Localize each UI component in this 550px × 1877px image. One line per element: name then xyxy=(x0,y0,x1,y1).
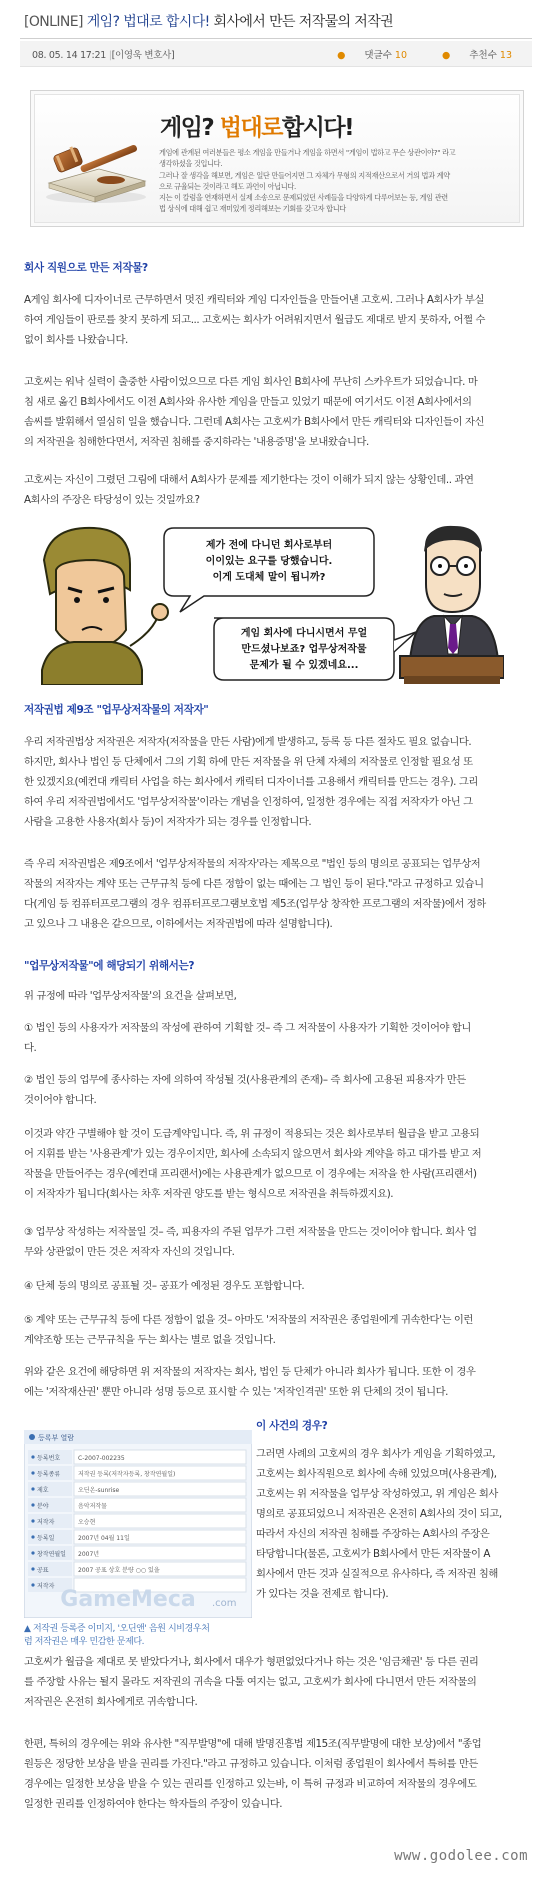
site-footer[interactable]: www.godolee.com xyxy=(394,1848,528,1864)
regfig-header: 등록부 열람 xyxy=(38,1434,75,1442)
reg-value: 음악저작물 xyxy=(78,1503,107,1510)
reg-value-cell xyxy=(74,1514,246,1528)
text-line: 한 있겠지요(예컨대 캐릭터 사업을 하는 회사에서 캐릭터 디자이너를 고용해서 캐릭터를 만드는 경우). 그리 xyxy=(24,776,478,788)
section-heading-1: 회사 직원으로 만든 저작물? xyxy=(24,262,148,274)
article-title xyxy=(24,8,530,36)
text-line: 침 새로 옮긴 B회사에서도 이전 A회사와 유사한 게임을 만들고 있었기 때문에 여기서도 이전 A회사에서의 xyxy=(24,396,472,408)
text-line: 고호씨는 워낙 실력이 출중한 사람이었으므로 다른 게임 회사인 B회사에 무난히 스카우트가 되었습니다. 마 xyxy=(24,376,478,388)
paragraph xyxy=(24,986,236,1006)
banner-intro-text xyxy=(159,147,511,215)
text-line: 하여 게임들이 판로를 찾지 못하게 되고... 고호씨는 회사가 어려워지면서 월급도 제대로 받지 못하자, 어쩔 수 xyxy=(24,314,486,326)
paragraph xyxy=(24,470,474,510)
text-line: 따라서 자신의 저작권 침해를 주장하는 A회사의 주장은 xyxy=(256,1528,490,1540)
recommend-count-label: 추천수 xyxy=(469,50,497,61)
paragraph xyxy=(24,1734,481,1814)
text-line: ④ 단체 등의 명의로 공표될 것– 공표가 예정된 경우도 포함합니다. xyxy=(24,1280,305,1292)
copyright-registration-image xyxy=(24,1430,252,1618)
gavel-icon xyxy=(41,125,151,205)
text-line: 즉 우리 저작권법은 제9조에서 '업무상저작물의 저작자'라는 제목으로 "법인 등의 명의로 공표되는 업무상저 xyxy=(24,858,481,870)
paragraph xyxy=(24,732,478,832)
bubble1-text-2: 이이있는 요구를 당했습니다. xyxy=(205,556,333,567)
reg-label: 창작연월일 xyxy=(37,1551,66,1558)
paragraph xyxy=(24,1310,473,1350)
reg-value: 2007년 04월 11일 xyxy=(78,1535,130,1542)
watermark-com: .com xyxy=(212,1598,237,1609)
comment-count-value: 10 xyxy=(394,50,408,61)
text-line: 작물의 저작자는 계약 또는 근무규칙 등에 다른 정함이 없는 때에는 그 법인 등이 된다."라고 규정하고 있습니 xyxy=(24,878,484,890)
cartoon-character-right xyxy=(400,526,504,684)
title-highlight[interactable]: 게임? 법대로 합시다! xyxy=(86,14,210,30)
title-rest: 회사에서 만든 저작물의 저작권 xyxy=(209,14,394,30)
reg-value: 2007 공표 상호 분량 ○○ 있을 xyxy=(78,1567,160,1574)
text-line: 위와 같은 요건에 해당하면 위 저작물의 저작자는 회사, 법인 등 단체가 아니라 회사가 됩니다. 또한 이 경우 xyxy=(24,1366,476,1378)
article-author: [이영욱 변호사] xyxy=(111,50,175,61)
paragraph xyxy=(24,1018,471,1058)
text-line: 우리 저작권법상 저작권은 저작자(저작물을 만든 사람)에게 발생하고, 등록 등 다른 절차도 필요 없습니다. xyxy=(24,736,472,748)
text-line: 없이 회사를 나왔습니다. xyxy=(24,334,128,346)
title-tag: [ONLINE] xyxy=(24,14,83,30)
text-line: 솜씨를 발휘해서 열심히 일을 했습니다. 그런데 A회사는 고호씨가 B회사에서 만든 캐릭터와 디자인들이 자신 xyxy=(24,416,485,428)
text-line: 저작권은 온전히 회사에게로 귀속합니다. xyxy=(24,1696,198,1708)
banner-line: 생각하셨을 것입니다. xyxy=(159,159,223,169)
section-heading-4: 이 사건의 경우? xyxy=(256,1420,328,1432)
bullet-icon xyxy=(31,1583,34,1586)
text-line: 어 지휘를 받는 '사용관계'가 있는 경우이지만, 회사에 소속되지 않으면서 회사와 계약을 하고 대가를 받고 저 xyxy=(24,1148,482,1160)
bubble2-text-1: 게임 회사에 다니시면서 무얼 xyxy=(240,628,368,639)
bullet-icon xyxy=(31,1471,34,1474)
text-line: 이 저작자가 됩니다(회사는 차후 저작권 양도를 받는 형식으로 저작권을 취득하겠지요). xyxy=(24,1188,394,1200)
bullet-icon xyxy=(31,1455,34,1458)
bullet-icon xyxy=(31,1503,34,1506)
watermark-gamemeca: GameMeca xyxy=(60,1587,196,1612)
reg-value: 저작권 등록(저작자등록, 창작연월일) xyxy=(78,1471,176,1478)
banner-line: 지는 이 칼럼을 연재하면서 실제 소송으로 문제되었던 사례들을 다양하게 다루어보는 등, 게임 관련 xyxy=(159,193,448,203)
text-line: 타당합니다(물론, 고호씨가 B회사에서 만든 저작물이 A xyxy=(256,1548,491,1560)
reg-value: 오승현 xyxy=(78,1519,96,1526)
text-line: 작물을 만들어주는 경우(예컨대 프리랜서)에는 사용관계가 없으므로 이 경우에는 저작을 한 사람(프리랜서) xyxy=(24,1168,477,1180)
paragraph xyxy=(24,1362,475,1402)
recommend-count-value: 13 xyxy=(499,50,512,61)
banner-line: 으로 규율되는 것이라고 해도 과언이 아닙니다. xyxy=(159,181,296,191)
article-date: 08. 05. 14 17:21 xyxy=(32,50,106,61)
bubble1-text-3: 이게 도대체 말이 됩니까? xyxy=(212,572,326,583)
speech-bubble-1 xyxy=(164,528,374,612)
reg-value: C-2007-002235 xyxy=(78,1455,125,1462)
text-line: ① 법인 등의 사용자가 저작물의 작성에 관하여 기획할 것– 즉 그 저작물이 사용자가 기획한 것이어야 합니 xyxy=(24,1022,471,1034)
text-line: A회사의 주장은 타당성이 있는 것일까요? xyxy=(24,494,200,506)
banner-line: 게임에 관계된 여러분들은 평소 게임을 만들거나 게임을 하면서 "게임이 법하고 무슨 상관이야?" 라고 xyxy=(159,148,456,157)
text-line: 위 규정에 따라 '업무상저작물'의 요건을 살펴보면, xyxy=(24,990,237,1002)
banner-line: 법 상식에 대해 쉽고 재미있게 정리해보는 기회를 갖고자 합니다 xyxy=(159,204,346,214)
text-line: 것이어야 합니다. xyxy=(24,1094,97,1106)
paragraph xyxy=(24,1070,466,1110)
article-stats xyxy=(305,47,512,61)
banner-title-part2: 법대로 xyxy=(219,115,282,141)
reg-label: 분야 xyxy=(37,1503,49,1510)
bullet-icon xyxy=(31,1567,34,1570)
section-heading-2: 저작권법 제9조 "업무상저작물의 저작자" xyxy=(24,704,209,716)
text-line: 하여 우리 저작권법에서도 '업무상저작물'이라는 개념을 인정하여, 일정한 경우에는 직접 저작자가 아닌 그 xyxy=(24,796,473,808)
text-line: 고호씨는 위 저작물을 업무상 작성하였고, 위 게임은 회사 xyxy=(256,1488,498,1500)
text-line: 명의로 공표되었으니 저작권은 온전히 A회사의 것이 되고, xyxy=(256,1508,502,1520)
text-line: 한편, 특허의 경우에는 위와 유사한 "직무발명"에 대해 발명진흥법 제15조(직무발명에 대한 보상)에서 "종업 xyxy=(24,1738,482,1750)
text-line: A게임 회사에 디자이너로 근무하면서 멋진 캐릭터와 게임 디자인들을 만들어낸 고호씨. 그러나 A회사가 부실 xyxy=(24,294,484,306)
bullet-icon xyxy=(31,1487,34,1490)
text-line: 고 있으나 그 내용은 같으므로, 이하에서는 저작권법에 따라 설명합니다). xyxy=(24,918,333,930)
text-line: 원등은 정당한 보상을 받을 권리를 가진다."라고 규정하고 있습니다. 이처럼 종업원이 회사에서 특허를 만든 xyxy=(24,1758,478,1770)
reg-label: 등록번호 xyxy=(37,1455,61,1462)
banner-title xyxy=(160,109,353,142)
bullet-icon: ● xyxy=(337,50,346,61)
registration-rows xyxy=(28,1450,246,1592)
bullet-icon xyxy=(31,1535,34,1538)
header-divider xyxy=(20,38,532,39)
paragraph xyxy=(256,1444,502,1604)
reg-value: 2007년 xyxy=(78,1551,100,1558)
reg-label: 저작자 xyxy=(37,1519,55,1526)
text-line: ② 법인 등의 업무에 종사하는 자에 의하여 작성될 것(사용관계의 존재)– 즉 회사에 고용된 피용자가 만든 xyxy=(24,1074,466,1086)
text-line: 다. xyxy=(24,1042,37,1054)
section-heading-3: "업무상저작물"에 해당되기 위해서는? xyxy=(24,960,195,972)
banner-inner xyxy=(34,94,520,223)
text-line: 회사에서 만든 것과 실질적으로 유사하다, 즉 저작권 침해 xyxy=(256,1568,498,1580)
text-line: 이것과 약간 구별해야 할 것이 도급계약입니다. 즉, 위 규정이 적용되는 것은 회사로부터 월급을 받고 고용되 xyxy=(24,1128,480,1140)
reg-value-cell xyxy=(74,1546,246,1560)
banner-title-part1: 게임? xyxy=(160,115,220,141)
text-line: 고호씨는 자신이 그렸던 그림에 대해서 A회사가 문제를 제기한다는 것이 이해가 되지 않는 상황인데.. 과연 xyxy=(24,474,474,486)
paragraph xyxy=(24,1276,304,1296)
paragraph xyxy=(24,1222,477,1262)
banner-line: 그러나 잘 생각을 해보면, 게임은 일단 만들어지면 그 자체가 무형의 지적재산으로서 거의 법과 계약 xyxy=(159,170,450,180)
bullet-icon: ● xyxy=(442,50,451,61)
cartoon-illustration xyxy=(34,520,504,685)
comment-count-label: 댓글수 xyxy=(364,50,392,61)
paragraph xyxy=(24,372,484,452)
text-line: 일정한 권리를 인정하여야 한다는 학자들의 주장이 있습니다. xyxy=(24,1798,283,1810)
caption-line: 럼 저작권은 매우 민감한 문제다. xyxy=(24,1637,145,1647)
text-line: 를 주장할 사유는 될지 몰라도 저작권의 귀속을 다툴 여지는 없고, 고호씨가 회사에 다니면서 만든 저작물의 xyxy=(24,1676,477,1688)
paragraph xyxy=(24,1652,478,1712)
reg-label: 제호 xyxy=(37,1487,49,1494)
text-line: ③ 업무상 작성하는 저작물일 것– 즉, 피용자의 주된 업무가 그런 저작물을 만드는 것이어야 합니다. 회사 업 xyxy=(24,1226,477,1238)
reg-label: 공표 xyxy=(37,1567,49,1574)
paragraph xyxy=(24,290,485,350)
text-line: 무와 상관없이 만든 것은 저작자 자신의 것입니다. xyxy=(24,1246,235,1258)
reg-label: 저작자 xyxy=(37,1583,55,1590)
caption-line: ▲ 저작권 등록증 이미지, '오딘앤' 음원 시비경우처 xyxy=(24,1624,210,1634)
comment-count[interactable] xyxy=(321,50,407,61)
paragraph xyxy=(24,854,486,934)
text-line: 그러면 사례의 고호씨의 경우 회사가 게임을 기획하였고, xyxy=(256,1448,496,1460)
article-meta-bar xyxy=(20,41,532,67)
reg-label: 등록일 xyxy=(37,1535,55,1542)
reg-label: 등록종류 xyxy=(37,1471,61,1478)
speech-bubble-2 xyxy=(214,618,416,680)
text-line: 사람을 고용한 사용자(회사 등)이 저작자가 되는 경우를 인정합니다. xyxy=(24,816,312,828)
banner-title-part3: 합시다! xyxy=(281,115,354,141)
text-line: 하지만, 회사나 법인 등 단체에서 그의 기획 하에 만든 저작물을 위 단체 자체의 저작물로 인정할 필요성 또 xyxy=(24,756,473,768)
bubble2-text-2: 만드셨나보죠? 업무상저작물 xyxy=(241,644,367,655)
recommend-count[interactable] xyxy=(426,50,512,61)
text-line: 경우에는 일정한 보상을 받을 수 있는 권리를 인정하고 있는바, 이 특허 규정과 비교하여 저작물의 경우에도 xyxy=(24,1778,477,1790)
bullet-icon xyxy=(31,1551,34,1554)
text-line: 가 있다는 것을 전제로 합니다). xyxy=(256,1588,389,1600)
text-line: 에는 '저작재산권' 뿐만 아니라 성명 등으로 표시할 수 있는 '저작인격권' 또한 위 단체의 것이 됩니다. xyxy=(24,1386,448,1398)
bubble1-text-1: 제가 전에 다니던 회사로부터 xyxy=(205,540,333,551)
bullet-icon xyxy=(31,1519,34,1522)
image-caption xyxy=(24,1623,252,1649)
text-line: 계약조항 또는 근무규칙을 두는 회사는 별로 없을 것입니다. xyxy=(24,1334,276,1346)
paragraph xyxy=(24,1124,481,1204)
column-banner xyxy=(30,90,524,227)
text-line: ⑤ 계약 또는 근무규칙 등에 다른 정함이 없을 것– 아마도 '저작물의 저작권은 종업원에게 귀속한다'는 이런 xyxy=(24,1314,473,1326)
article-byline: 08. 05. 14 17:21 |[이영욱 변호사] xyxy=(32,50,175,61)
text-line: 의 저작권을 침해한다면서, 저작권 침해를 중지하라는 '내용증명'을 보내왔습니다. xyxy=(24,436,369,448)
text-line: 고호씨가 월급을 제대로 못 받았다거나, 회사에서 대우가 형편없었다거나 하는 것은 '임금채권' 등 다른 권리 xyxy=(24,1656,479,1668)
reg-value: 오딘온-sunrise xyxy=(78,1487,120,1494)
bubble2-text-3: 문제가 될 수 있겠네요... xyxy=(249,660,359,671)
article-header xyxy=(24,8,530,40)
cartoon-character-left xyxy=(42,528,168,685)
text-line: 고호씨는 회사직원으로 회사에 속해 있었으며(사용관계), xyxy=(256,1468,497,1480)
text-line: 다(게임 등 컴퓨터프로그램의 경우 컴퓨터프로그램보호법 제5조(업무상 창작한 프로그램의 저작물)에서 정하 xyxy=(24,898,486,910)
